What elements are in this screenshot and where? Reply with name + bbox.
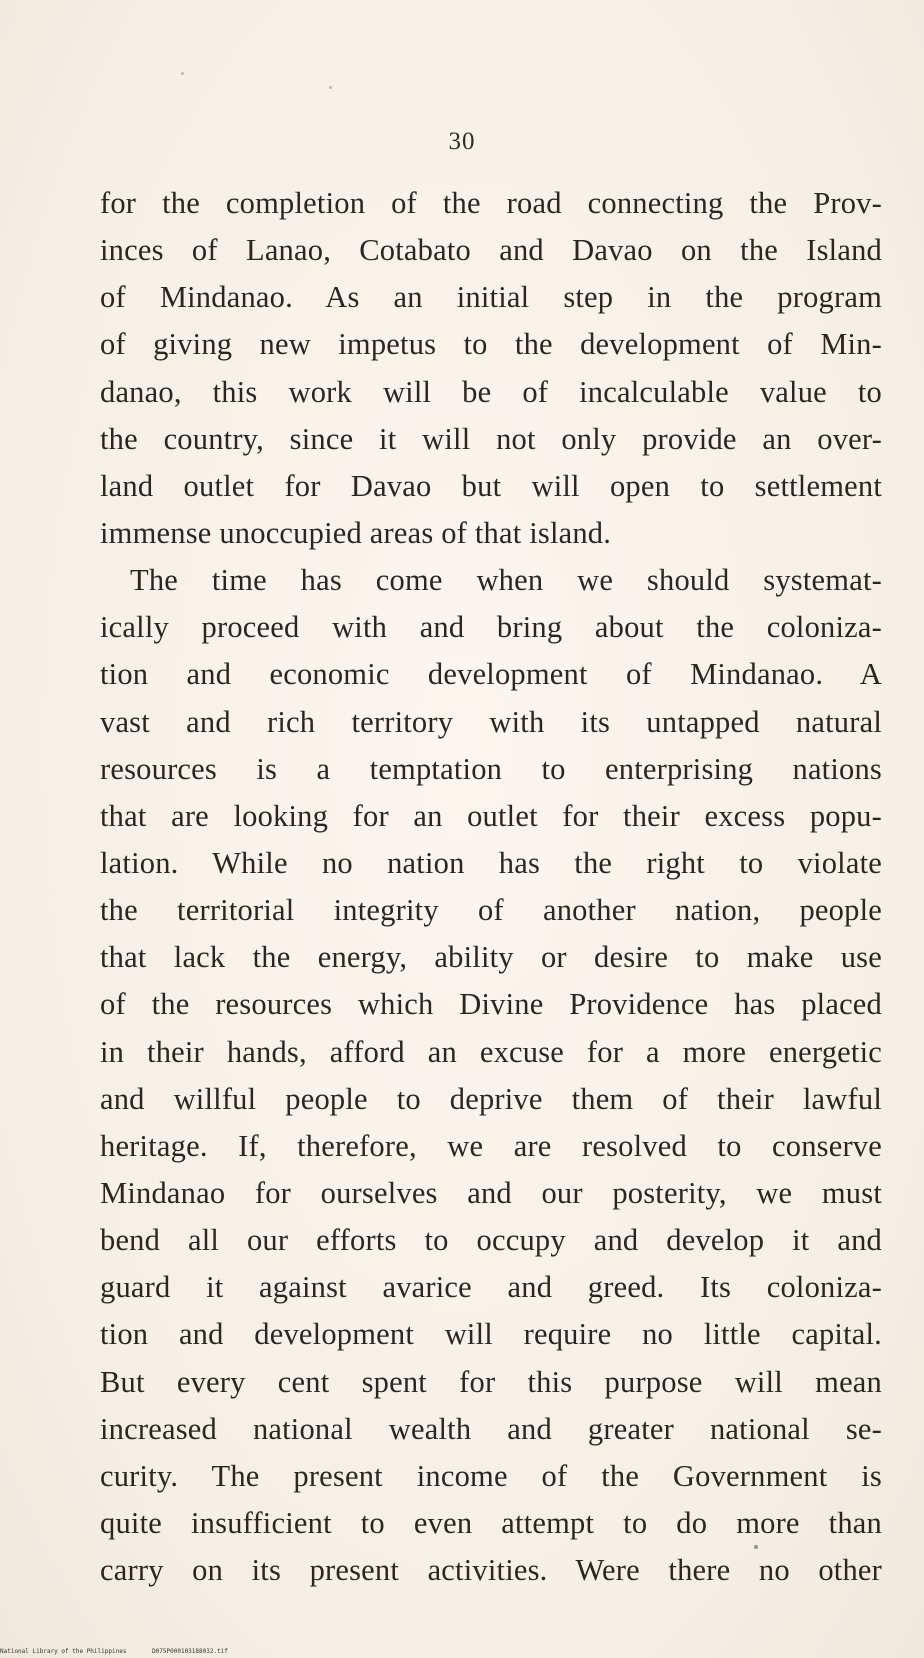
- text-line: guard it against avarice and greed. Its coloniza-: [100, 1270, 882, 1305]
- body-text: [100, 180, 882, 1594]
- text-line: immense unoccupied areas of that island.: [100, 515, 612, 550]
- text-line: the country, since it will not only provide an over-: [100, 421, 882, 456]
- text-line: of the resources which Divine Providence has placed: [100, 987, 882, 1022]
- paragraph-2: [100, 557, 882, 1594]
- text-line: that are looking for an outlet for their excess popu-: [100, 798, 882, 833]
- text-line: But every cent spent for this purpose will mean: [100, 1364, 882, 1399]
- text-line: vast and rich territory with its untapped natural: [100, 704, 882, 739]
- text-line: of giving new impetus to the development of Min-: [100, 327, 882, 362]
- text-line: inces of Lanao, Cotabato and Davao on the Island: [100, 233, 882, 268]
- page-number: 30: [448, 128, 476, 155]
- footer-filename: D075P000103188032.tif: [152, 1648, 228, 1655]
- text-line: for the completion of the road connecting the Prov-: [100, 186, 882, 220]
- text-line: curity. The present income of the Government is: [100, 1458, 882, 1493]
- text-line: ically proceed with and bring about the coloniza-: [100, 610, 882, 645]
- ink-speck: [329, 86, 332, 89]
- scan-footer: [0, 1648, 228, 1655]
- ink-speck: [181, 72, 184, 75]
- text-line: of Mindanao. As an initial step in the program: [100, 280, 882, 315]
- text-line: carry on its present activities. Were there no other: [100, 1553, 882, 1588]
- text-line: bend all our efforts to occupy and develop it and: [100, 1223, 882, 1258]
- text-line: that lack the energy, ability or desire to make use: [100, 940, 882, 975]
- text-line: resources is a temptation to enterprising nations: [100, 751, 882, 786]
- paragraph-1: [100, 180, 882, 557]
- text-line: tion and development will require no little capital.: [100, 1317, 882, 1352]
- text-line: danao, this work will be of incalculable value to: [100, 374, 882, 409]
- text-line: increased national wealth and greater national se-: [100, 1411, 882, 1446]
- text-line: land outlet for Davao but will open to settlement: [100, 468, 882, 503]
- text-line: heritage. If, therefore, we are resolved to conserve: [100, 1128, 882, 1163]
- text-line: in their hands, afford an excuse for a more energetic: [100, 1034, 882, 1069]
- text-line: quite insufficient to even attempt to do more than: [100, 1505, 882, 1540]
- text-line: The time has come when we should systemat-: [130, 563, 882, 598]
- text-line: Mindanao for ourselves and our posterity, we must: [100, 1175, 882, 1210]
- text-line: the territorial integrity of another nation, people: [100, 893, 882, 928]
- text-line: lation. While no nation has the right to violate: [100, 845, 882, 880]
- footer-library: National Library of the Philippines: [0, 1648, 127, 1655]
- text-line: tion and economic development of Mindanao. A: [100, 657, 882, 692]
- text-line: and willful people to deprive them of their lawful: [100, 1081, 882, 1116]
